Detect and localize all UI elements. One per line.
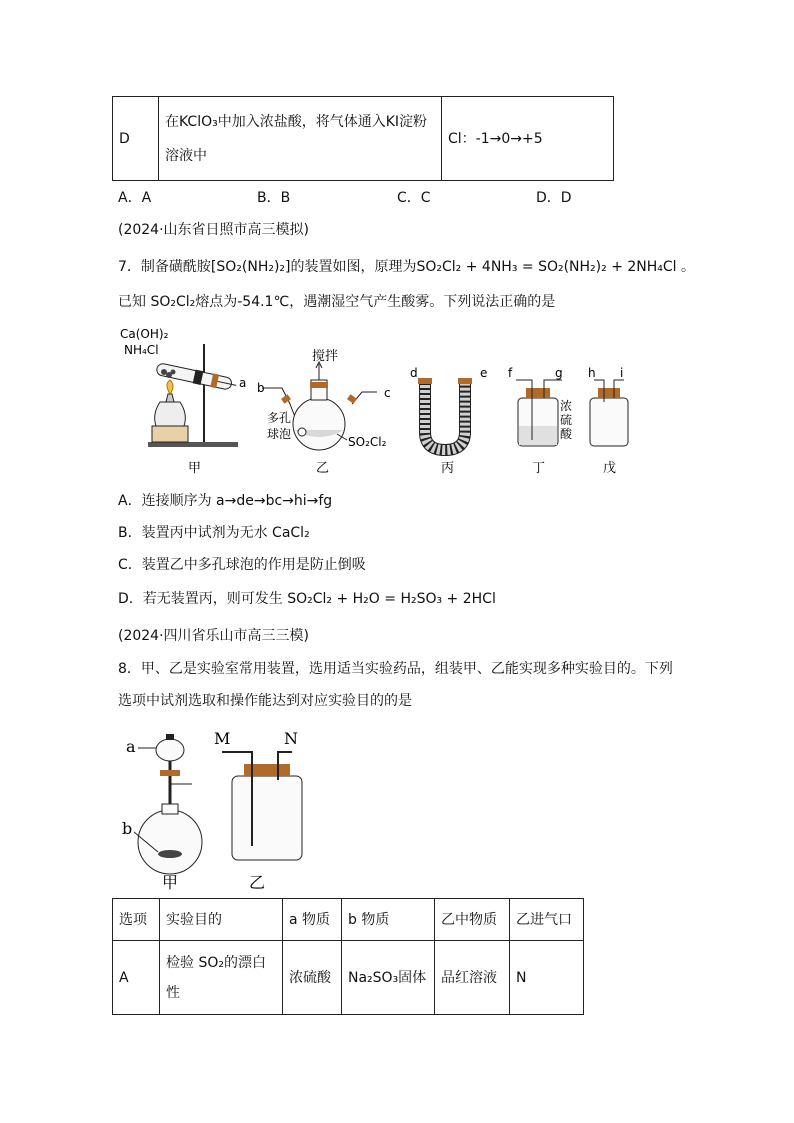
caption-yi2: 乙 (249, 873, 266, 892)
port-f: f (508, 366, 513, 380)
q7-option-d: D．若无装置丙，则可发生 SO₂Cl₂ + H₂O = H₂SO₃ + 2HCl (118, 591, 496, 607)
q7-apparatus-figure (112, 322, 632, 480)
cell-option: A (113, 941, 160, 1015)
q7-option-b: B．装置丙中试剂为无水 CaCl₂ (118, 525, 310, 541)
row-description (159, 97, 442, 181)
col-header: a 物质 (283, 899, 342, 941)
label-b: b (122, 819, 133, 838)
row-result: Cl：-1→0→+5 (442, 97, 614, 181)
q8-source: (2024·四川省乐山市高三三模) (118, 628, 310, 644)
col-header: b 物质 (342, 899, 435, 941)
caption-jia: 甲 (188, 461, 202, 476)
option-a: A．A (118, 190, 152, 206)
label-acid2: 硫 (560, 413, 573, 427)
port-e: e (480, 366, 488, 380)
label-acid3: 酸 (560, 427, 573, 441)
port-g: g (555, 366, 563, 380)
table-header-row (113, 899, 584, 941)
port-i: i (620, 366, 624, 380)
q8-stem-line2: 选项中试剂选取和操作能达到对应实验目的的是 (118, 693, 412, 709)
caption-jia2: 甲 (162, 873, 179, 892)
apparatus-jia-flask (122, 734, 202, 892)
label-N: N (284, 729, 298, 748)
cell-yi-substance: 品红溶液 (435, 941, 510, 1015)
table-row (113, 97, 614, 181)
table-row (113, 941, 584, 1015)
option-c: C．C (397, 190, 431, 206)
apparatus-wu (588, 366, 628, 476)
col-header: 实验目的 (160, 899, 283, 941)
label-nh4cl: NH₄Cl (124, 343, 159, 357)
cell-b-substance: Na₂SO₃固体 (342, 941, 435, 1015)
desc-line2: 溶液中 (165, 147, 207, 164)
label-porous1: 多孔 (267, 411, 292, 425)
cell-a-substance: 浓硫酸 (283, 941, 342, 1015)
purpose-line1: 检验 SO₂的漂白 (166, 954, 266, 971)
caption-yi: 乙 (316, 461, 330, 476)
apparatus-yi (257, 348, 391, 476)
cell-inlet: N (510, 941, 584, 1015)
label-so2cl2: SO₂Cl₂ (348, 435, 387, 449)
q7-stem-line1: 7．制备磺酰胺[SO₂(NH₂)₂]的装置如图，原理为SO₂Cl₂ + 4NH₃ = SO₂(NH₂)₂ + 2NH₄Cl 。 (118, 259, 696, 275)
q7-option-c: C．装置乙中多孔球泡的作用是防止倒吸 (118, 557, 366, 573)
port-c: c (384, 386, 391, 400)
q7-source: (2024·山东省日照市高三模拟) (118, 222, 310, 238)
col-header: 选项 (113, 899, 160, 941)
apparatus-jia (120, 327, 246, 476)
label-acid1: 浓 (560, 399, 573, 413)
col-header: 乙中物质 (435, 899, 510, 941)
q8-options-table (112, 898, 584, 1015)
apparatus-ding (508, 366, 573, 476)
port-d: d (410, 366, 418, 380)
table-options-top (112, 96, 614, 181)
label-porous2: 球泡 (267, 427, 292, 441)
port-h: h (588, 366, 596, 380)
col-header: 乙进气口 (510, 899, 584, 941)
port-b: b (257, 381, 265, 395)
caption-wu: 戊 (603, 461, 617, 476)
label-caoh2: Ca(OH)₂ (120, 327, 169, 341)
desc-line1: 在KClO₃中加入浓盐酸，将气体通入KI淀粉 (165, 113, 428, 130)
label-a: a (126, 737, 136, 756)
row-label: D (113, 97, 159, 181)
purpose-line2: 性 (166, 984, 180, 1001)
apparatus-yi-bottle (214, 729, 302, 892)
apparatus-bing (410, 366, 487, 476)
option-b: B．B (257, 190, 291, 206)
q7-stem-line2: 已知 SO₂Cl₂熔点为-54.1℃，遇潮湿空气产生酸雾。下列说法正确的是 (118, 294, 556, 310)
label-M: M (214, 729, 231, 748)
option-d: D．D (536, 190, 572, 206)
caption-bing: 丙 (441, 461, 455, 476)
label-stir: 搅拌 (312, 349, 339, 364)
cell-purpose (160, 941, 283, 1015)
caption-ding: 丁 (532, 461, 546, 476)
q8-apparatus-figure (112, 722, 332, 892)
q8-stem-line1: 8．甲、乙是实验室常用装置，选用适当实验药品，组装甲、乙能实现多种实验目的。下列 (118, 661, 673, 677)
port-a: a (239, 376, 247, 390)
q7-option-a: A．连接顺序为 a→de→bc→hi→fg (118, 493, 333, 509)
